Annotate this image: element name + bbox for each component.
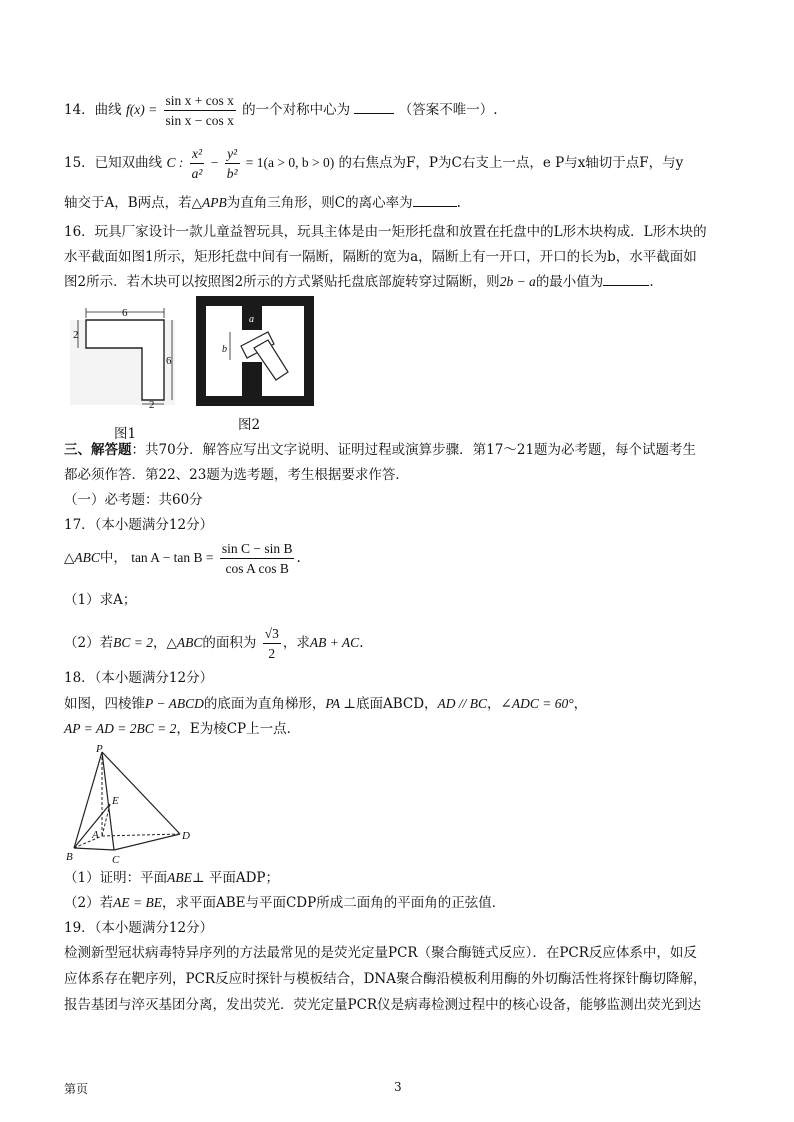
page-number: 3 bbox=[394, 1080, 402, 1094]
figure-1-caption: 图1 bbox=[114, 426, 137, 442]
q18-p2c: ，求平面ABE与平面CDP所成二面角的平面角的正弦值． bbox=[161, 895, 506, 911]
section-3-line-2: 都必须作答．第22、23题为选考题，考生根据要求作答． bbox=[64, 467, 409, 483]
q14-answer-blank[interactable] bbox=[354, 100, 394, 114]
q17-part-2 bbox=[64, 625, 363, 662]
q15-frac-y bbox=[225, 145, 240, 182]
q18-l1a: 如图，四棱锥 bbox=[64, 696, 145, 712]
q17-p2b: BC = 2 bbox=[113, 635, 153, 650]
q18-part-2 bbox=[64, 893, 505, 913]
q15-condition: = 1(a > 0, b > 0) bbox=[245, 155, 335, 170]
figure-pyramid bbox=[62, 742, 202, 866]
q18-line-1 bbox=[64, 694, 587, 714]
section-3-line-1 bbox=[64, 440, 696, 460]
section-3-subheading: （一）必考题：共60分 bbox=[64, 492, 203, 508]
section-3-text-1: ：共70分．解答应写出文字说明、证明过程或演算步骤．第17～21题为必考题，每个试题考生 bbox=[131, 442, 697, 458]
q18-l1d: PA ⊥ bbox=[325, 696, 356, 711]
q17-p2c: ， bbox=[152, 635, 167, 651]
q17-p2f: ，求 bbox=[282, 635, 310, 651]
q15-x2: x² bbox=[190, 145, 205, 164]
q18-l1f: AD // BC bbox=[437, 696, 488, 711]
q18-p1c: ⊥ 平面ADP； bbox=[191, 870, 279, 886]
fig1-dim-right: 6 bbox=[166, 355, 172, 367]
q18-l2a: AP = AD = 2BC = 2 bbox=[64, 721, 177, 736]
q15-head: 15．已知双曲线 bbox=[64, 155, 163, 171]
q15-b2: b² bbox=[226, 166, 238, 181]
figure-2-caption: 图2 bbox=[238, 417, 261, 433]
fig1-dim-bottom: 2 bbox=[149, 399, 155, 411]
q18-p1b: ABE bbox=[167, 870, 192, 885]
q19-line-2: 应体系存在靶序列，PCR反应时探针与模板结合，DNA聚合酶沿模板利用酶的外切酶活性将探针酶切降解， bbox=[64, 971, 707, 987]
label-d: D bbox=[182, 830, 190, 842]
q14-denominator: sin x − cos x bbox=[165, 113, 234, 128]
q18-l1c: 的底面为直角梯形， bbox=[203, 696, 326, 712]
q18-l1e: 底面ABCD， bbox=[355, 696, 438, 712]
q17-fraction bbox=[220, 540, 295, 577]
q17-lhs: tan A − tan B = bbox=[131, 550, 214, 565]
q15-answer-blank[interactable] bbox=[413, 193, 457, 207]
q17-denominator: cos A cos B bbox=[225, 561, 289, 576]
q17-p2h: . bbox=[359, 635, 364, 651]
q19-heading: 19．（本小题满分12分） bbox=[64, 920, 214, 936]
q19-line-3: 报告基团与淬灭基团分离，发出荧光．荧光定量PCR仪是病毒检测过程中的核心设备，能够监测出荧光到达 bbox=[64, 997, 702, 1013]
q15-text-2b: 为直角三角形，则C的离心率为 bbox=[226, 195, 413, 211]
q17-period: . bbox=[296, 550, 301, 566]
q16-line-3c: . bbox=[649, 274, 654, 290]
q14-tail: 的一个对称中心为 bbox=[242, 102, 351, 118]
q15-triangle: △APB bbox=[191, 195, 227, 210]
figure-1-l-block bbox=[60, 300, 190, 430]
q18-l1b: P − ABCD bbox=[145, 696, 204, 711]
edge-pd bbox=[102, 752, 180, 834]
q18-l1i: ， bbox=[573, 696, 588, 712]
q17-statement bbox=[64, 540, 301, 577]
footer-label: 第页 bbox=[64, 1082, 89, 1096]
fig2-divider-bottom bbox=[242, 362, 262, 396]
q18-l1g: ， bbox=[487, 696, 501, 712]
q17-p2g: AB + AC bbox=[309, 635, 360, 650]
q17-area-den: 2 bbox=[268, 646, 276, 661]
q18-l1h: ∠ADC = 60° bbox=[500, 696, 574, 711]
q17-area-num: √3 bbox=[263, 625, 281, 644]
q17-area-fraction bbox=[263, 625, 281, 662]
q15-text-1: 的右焦点为F，P为C右支上一点，e P与x轴切于点F，与y bbox=[338, 155, 684, 171]
q17-heading: 17．（本小题满分12分） bbox=[64, 517, 214, 533]
q14-numerator: sin x + cos x bbox=[164, 92, 236, 111]
label-a: A bbox=[92, 829, 99, 841]
q18-p2a: （2）若 bbox=[64, 895, 114, 911]
q17-p2a: （2）若 bbox=[64, 635, 114, 651]
q15-a2: a² bbox=[191, 166, 203, 181]
section-3-title: 三、解答题 bbox=[64, 442, 132, 458]
q15-text-2a: 轴交于A，B两点，若 bbox=[64, 195, 192, 211]
q17-numerator: sin C − sin B bbox=[220, 540, 295, 559]
q15-frac-x bbox=[190, 145, 205, 182]
q16-line-3b: 的最小值为 bbox=[535, 274, 604, 290]
q15-curve-name: C : bbox=[166, 155, 184, 170]
q15-y2: y² bbox=[225, 145, 240, 164]
edge-ad bbox=[102, 834, 180, 836]
fig2-label-b: b bbox=[222, 344, 227, 355]
figure-2-tray bbox=[196, 296, 316, 408]
q19-line-1: 检测新型冠状病毒特异序列的方法最常见的是荧光定量PCR（聚合酶链式反应）．在PCR反应体系中，如反 bbox=[64, 945, 697, 961]
fig1-dim-left: 2 bbox=[73, 329, 79, 341]
q17-part-1: （1）求A； bbox=[64, 592, 137, 608]
q17-triangle: △ABC bbox=[64, 550, 100, 565]
question-15-line-1: 15．已知双曲线 C : $\frac{\text{x²}}{\text{a²}}$ − $\frac{\text{y²}}{\text{b²}}$ = 1(a > 0, b > 0) 的右焦点为F，P为C右支上一点，e P与x轴切于点F，与y bbox=[64, 146, 684, 181]
fig2-label-a: a bbox=[249, 314, 254, 325]
q14-note: （答案不唯一）. bbox=[398, 102, 498, 118]
q16-line-1: 16．玩具厂家设计一款儿童益智玩具，玩具主体是由一矩形托盘和放置在托盘中的L形木块构成．L形木块的 bbox=[64, 224, 707, 240]
q14-function: f(x) = bbox=[125, 102, 158, 117]
fig1-dim-top: 6 bbox=[122, 307, 128, 319]
q16-expression: 2b − a bbox=[499, 274, 536, 289]
question-15-line-2 bbox=[64, 193, 461, 213]
q18-p1a: （1）证明：平面 bbox=[64, 870, 168, 886]
q18-part-1 bbox=[64, 868, 279, 888]
edge-cd bbox=[114, 834, 180, 850]
edge-bc bbox=[74, 848, 114, 850]
q14-fraction bbox=[164, 92, 236, 129]
q16-line-2: 水平截面如图1所示，矩形托盘中间有一隔断，隔断的宽为a，隔断上有一开口，开口的长为b，水平截面如 bbox=[64, 249, 697, 265]
q15-text-2c: . bbox=[456, 195, 461, 211]
question-14 bbox=[64, 92, 498, 129]
q17-p2e: 的面积为 bbox=[202, 635, 257, 651]
q14-number: 14．曲线 bbox=[64, 102, 122, 118]
q16-line-3 bbox=[64, 272, 654, 292]
label-e: E bbox=[112, 795, 119, 807]
label-b: B bbox=[66, 851, 73, 863]
q16-answer-blank[interactable] bbox=[603, 272, 649, 286]
q18-l2b: ，E为棱CP上一点． bbox=[176, 721, 301, 737]
q17-mid: 中， bbox=[99, 550, 127, 566]
q18-p2b: AE = BE bbox=[113, 895, 162, 910]
label-c: C bbox=[112, 854, 120, 866]
q17-p2d: △ABC bbox=[166, 635, 203, 650]
q16-line-3a: 图2所示．若木块可以按照图2所示的方式紧贴托盘底部旋转穿过隔断，则 bbox=[64, 274, 500, 290]
q18-heading: 18．（本小题满分12分） bbox=[64, 670, 214, 686]
label-p: P bbox=[96, 743, 103, 755]
q18-line-2 bbox=[64, 719, 300, 739]
